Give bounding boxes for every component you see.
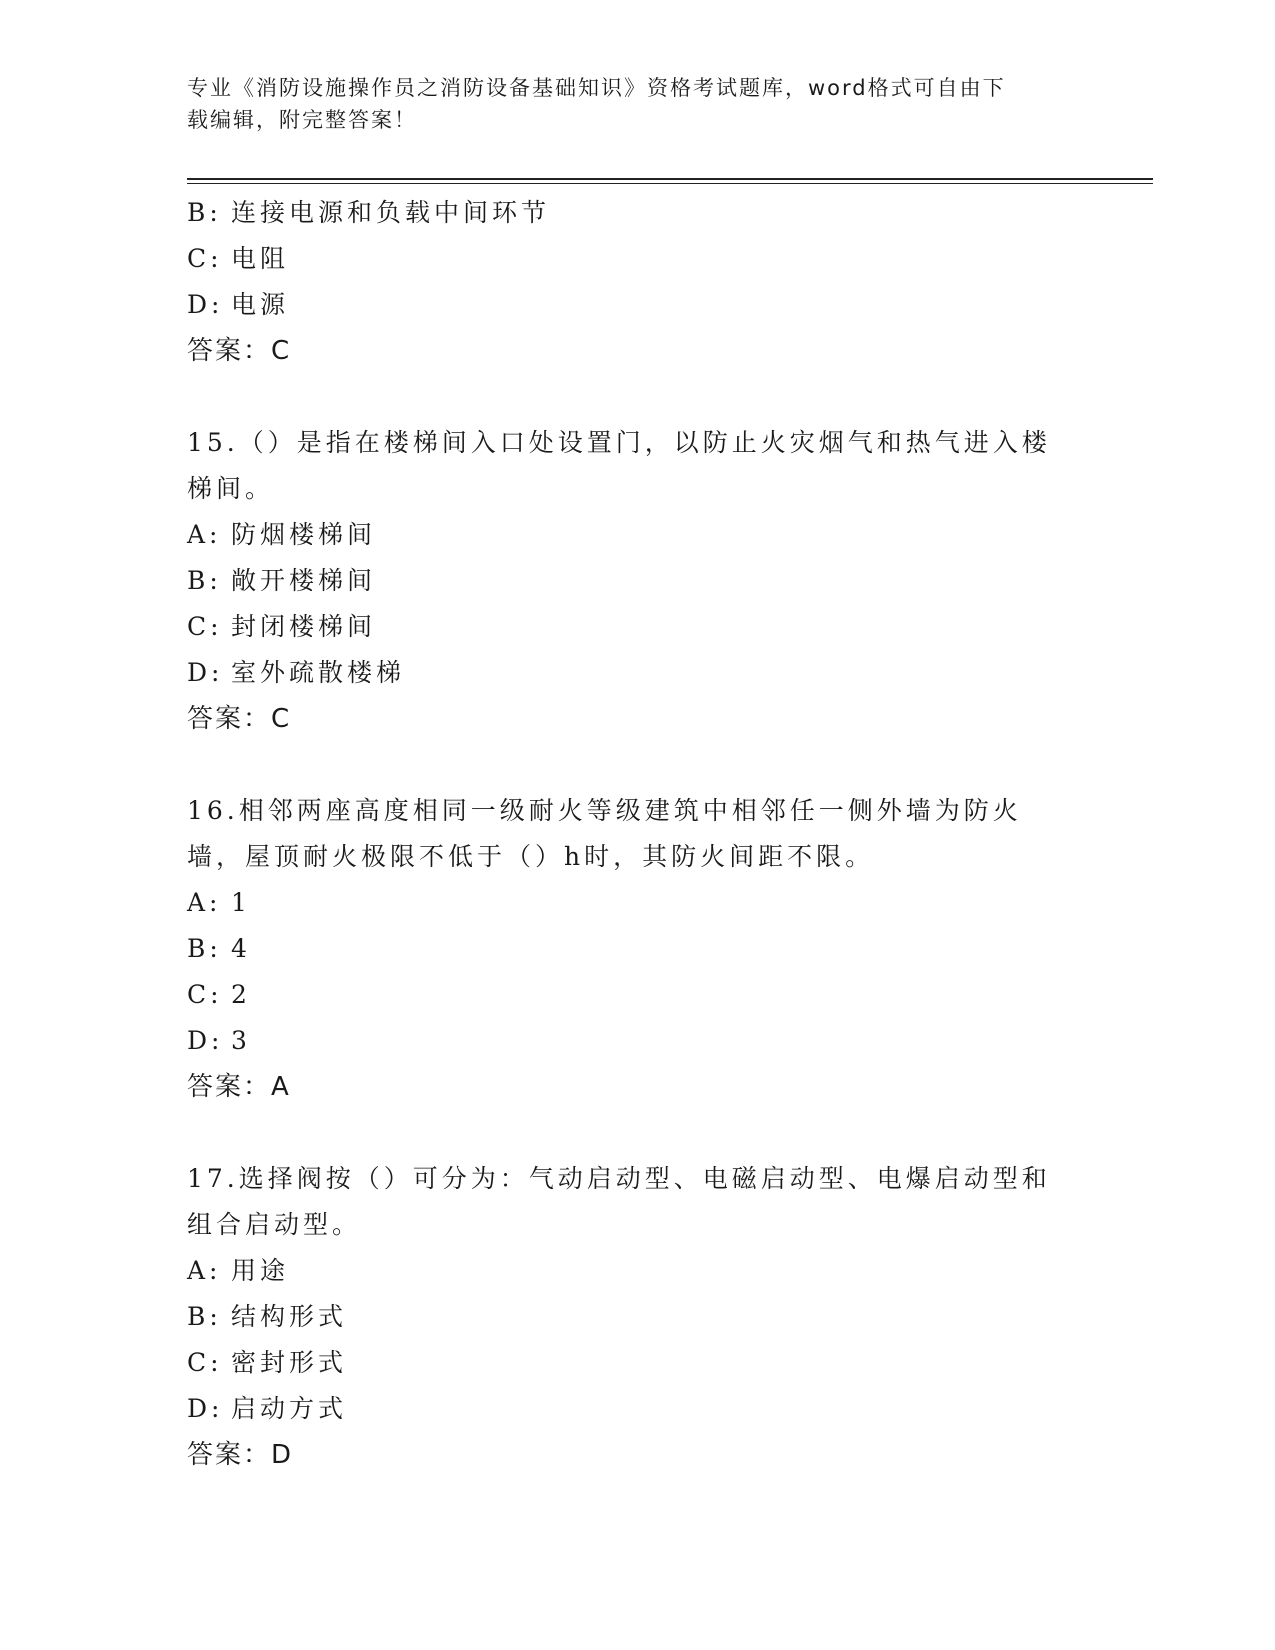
option-d: D: 启动方式 [187,1394,348,1423]
question-17 [187,1156,1087,1478]
option-d: D: 3 [187,1026,251,1055]
question-list [187,190,1087,1524]
answer-line: 答案：C [187,336,292,366]
option-a: A: 防烟楼梯间 [187,520,377,549]
option-c: C: 密封形式 [187,1348,348,1377]
option-a: A: 用途 [187,1256,290,1285]
document-header [187,72,1067,136]
option-c: C: 电阻 [187,244,290,273]
option-b: B: 结构形式 [187,1302,348,1331]
option-b: B: 敞开楼梯间 [187,566,377,595]
question-stem: 16.相邻两座高度相同一级耐火等级建筑中相邻任一侧外墙为防火墙，屋顶耐火极限不低于（）h时，其防火间距不限。 [187,796,1022,871]
option-d: D: 室外疏散楼梯 [187,658,406,687]
question-stem: 15.（）是指在楼梯间入口处设置门，以防止火灾烟气和热气进入楼梯间。 [187,428,1051,503]
header-line-2: 载编辑，附完整答案！ [187,108,417,132]
answer-line: 答案：C [187,704,292,734]
carryover-block [187,190,1087,374]
answer-line: 答案：A [187,1072,291,1102]
option-c: C: 2 [187,980,251,1009]
option-c: C: 封闭楼梯间 [187,612,377,641]
option-a: A: 1 [187,888,251,917]
question-15 [187,420,1087,742]
question-16 [187,788,1087,1110]
header-line-1: 专业《消防设施操作员之消防设备基础知识》资格考试题库，word格式可自由下 [187,76,1006,100]
header-rule-thin [187,183,1153,184]
question-stem: 17.选择阀按（）可分为：气动启动型、电磁启动型、电爆启动型和组合启动型。 [187,1164,1051,1239]
answer-line: 答案：D [187,1440,294,1470]
option-d: D: 电源 [187,290,290,319]
option-b: B: 4 [187,934,251,963]
option-b: B: 连接电源和负载中间环节 [187,198,551,227]
header-rule-thick [187,178,1153,180]
